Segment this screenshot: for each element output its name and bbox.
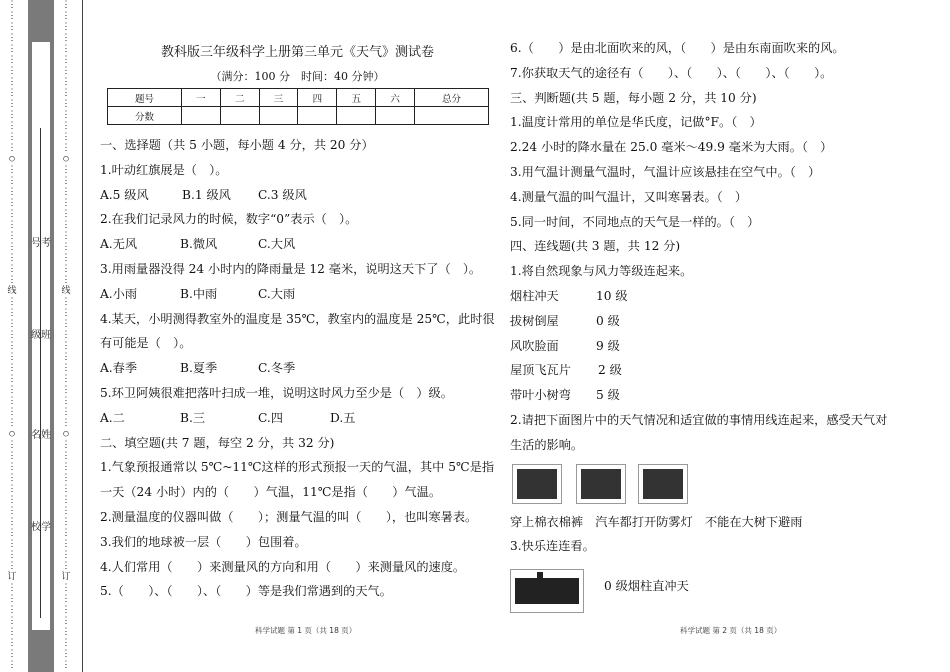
fill-4: 4.人们常用（ ）来测量风的方向和用（ ）来测量风的速度。 bbox=[100, 559, 466, 574]
fill-1-cont: 一天（24 小时）内的（ ）气温，11℃是指（ ）气温。 bbox=[100, 485, 442, 500]
score-cell bbox=[259, 107, 298, 125]
wind-level: 10 级 bbox=[596, 288, 628, 303]
score-cell bbox=[181, 107, 220, 125]
field-name: 名姓 bbox=[31, 430, 51, 441]
option: B.中雨 bbox=[180, 286, 218, 301]
score-header-cell: 六 bbox=[376, 89, 415, 107]
page-subtitle: （满分：100 分 时间：40 分钟） bbox=[210, 70, 385, 83]
phenomenon: 烟柱冲天 bbox=[510, 288, 559, 303]
judge-3: 3.用气温计测量气温时，气温计应该悬挂在空气中。（ ） bbox=[510, 164, 821, 179]
match-2: 2.请把下面图片中的天气情况和适宜做的事情用线连起来，感受天气对 bbox=[510, 412, 888, 427]
score-header-cell: 总分 bbox=[415, 89, 489, 107]
option: C.大雨 bbox=[258, 286, 296, 301]
option: C.大风 bbox=[258, 237, 296, 252]
score-cell bbox=[337, 107, 376, 125]
option: A.二 bbox=[100, 410, 125, 425]
phenomenon: 屋顶飞瓦片 bbox=[510, 363, 571, 378]
weather-image-cold bbox=[512, 464, 562, 504]
weather-pictures bbox=[510, 458, 925, 510]
option: B.三 bbox=[180, 410, 206, 425]
option: A.5 级风 bbox=[100, 187, 149, 202]
score-header-cell: 二 bbox=[220, 89, 259, 107]
match-3-item: 0 级烟柱直冲天 bbox=[604, 579, 689, 594]
margin-border bbox=[82, 0, 83, 672]
fill-7: 7.你获取天气的途径有（ ）、（ ）、（ ）、（ ）。 bbox=[510, 65, 833, 80]
question-1-options bbox=[100, 183, 495, 208]
option: C.冬季 bbox=[258, 361, 296, 376]
wind-level: 0 级 bbox=[596, 313, 620, 328]
page-title: 教科版三年级科学上册第三单元《天气》测试卷 bbox=[160, 45, 434, 60]
fill-3: 3.我们的地球被一层（ ）包围着。 bbox=[100, 534, 307, 549]
match-2-items: 穿上棉衣棉裤 汽车都打开防雾灯 不能在大树下避雨 bbox=[510, 514, 803, 529]
phenomenon: 带叶小树弯 bbox=[510, 388, 571, 403]
fill-2: 2.测量温度的仪器叫做（ ）；测量气温的叫（ ），也叫寒暑表。 bbox=[100, 509, 478, 524]
judge-2: 2.24 小时的降水量在 25.0 毫米～49.9 毫米为大雨。（ ） bbox=[510, 140, 833, 155]
score-label-cell: 分数 bbox=[108, 107, 182, 125]
fill-6: 6.（ ）是由北面吹来的风，（ ）是由东南面吹来的风。 bbox=[510, 41, 845, 55]
field-school: 校学 bbox=[31, 522, 51, 533]
score-cell bbox=[415, 107, 489, 125]
binding-margin bbox=[0, 0, 82, 672]
match-pair bbox=[510, 284, 925, 309]
question-3: 3.用雨量器没得 24 小时内的降雨量是 12 毫米，说明这天下了（ ）。 bbox=[100, 261, 482, 276]
cut-line-right: ⋮ ⋮ ⋮ ⋮ ⋮ ⋮ ⋮ ⋮ ⋮ ⋮ ⋮ ⋮ ⋮ ⋮ ○ ⋮ ⋮ ⋮ ⋮ ⋮ ⋮ ⋮ ⋮ ⋮ ⋮ ⋮ 线 ⋮ ⋮ ⋮ ⋮ ⋮ ⋮ ⋮ ⋮ ⋮ ⋮ ⋮ ⋮ ○ ⋮ ⋮ ⋮ ⋮ ⋮ ⋮ ⋮ ⋮ ⋮ ⋮ ⋮ ⋮ 订 ⋮ ⋮ ⋮ ⋮ ⋮ ⋮ ⋮ ⋮ bbox=[61, 0, 71, 670]
page-1-column bbox=[100, 36, 495, 604]
option: D.五 bbox=[330, 410, 356, 425]
question-1: 1.叶动红旗展是（ ）。 bbox=[100, 162, 228, 177]
question-5-options bbox=[100, 406, 495, 431]
score-header-cell: 一 bbox=[181, 89, 220, 107]
page-2-column bbox=[510, 36, 925, 619]
judge-1: 1.温度计常用的单位是华氏度，记做°F。（ ） bbox=[510, 115, 762, 130]
score-cell bbox=[220, 107, 259, 125]
wind-level: 5 级 bbox=[596, 388, 620, 403]
match-2-cont: 生活的影响。 bbox=[510, 437, 584, 452]
fill-5: 5.（ ）、（ ）、（ ）等是我们常遇到的天气。 bbox=[100, 584, 392, 599]
weather-image-thunder bbox=[638, 464, 688, 504]
chimney-smoke-image bbox=[510, 569, 584, 613]
section-2-title: 二、填空题(共 7 题，每空 2 分，共 32 分) bbox=[100, 435, 335, 450]
page-footer-2: 科学试题 第 2 页（共 18 页） bbox=[680, 626, 782, 635]
question-4-options bbox=[100, 356, 495, 381]
wind-level: 2 级 bbox=[598, 363, 622, 378]
score-cell bbox=[298, 107, 337, 125]
question-2-options bbox=[100, 232, 495, 257]
cut-line-left: ⋮ ⋮ ⋮ ⋮ ⋮ ⋮ ⋮ ⋮ ⋮ ⋮ ⋮ ⋮ ⋮ ⋮ ○ ⋮ ⋮ ⋮ ⋮ ⋮ ⋮ ⋮ ⋮ ⋮ ⋮ ⋮ 线 ⋮ ⋮ ⋮ ⋮ ⋮ ⋮ ⋮ ⋮ ⋮ ⋮ ⋮ ⋮ ○ ⋮ ⋮ ⋮ ⋮ ⋮ ⋮ ⋮ ⋮ ⋮ ⋮ ⋮ ⋮ 订 ⋮ ⋮ ⋮ ⋮ ⋮ ⋮ ⋮ ⋮ bbox=[7, 0, 17, 670]
match-3: 3.快乐连连看。 bbox=[510, 539, 595, 554]
option: A.无风 bbox=[100, 237, 138, 252]
section-4-title: 四、连线题(共 3 题，共 12 分) bbox=[510, 239, 681, 254]
match-pair bbox=[510, 334, 925, 359]
phenomenon: 拔树倒屋 bbox=[510, 313, 559, 328]
score-header-cell: 三 bbox=[259, 89, 298, 107]
question-2: 2.在我们记录风力的时候，数字“0”表示（ ）。 bbox=[100, 212, 358, 227]
score-table bbox=[107, 88, 489, 125]
judge-4: 4.测量气温的叫气温计，又叫寒暑表。（ ） bbox=[510, 189, 748, 204]
phenomenon: 风吹脸面 bbox=[510, 338, 559, 353]
score-header-cell: 五 bbox=[337, 89, 376, 107]
match-3-area bbox=[510, 559, 925, 619]
match-pair bbox=[510, 383, 925, 408]
match-1: 1.将自然现象与风力等级连起来。 bbox=[510, 264, 693, 279]
option: C.3 级风 bbox=[258, 187, 307, 202]
question-4: 4.某天，小明测得教室外的温度是 35℃，教室内的温度是 25℃，此时很 bbox=[100, 311, 495, 326]
score-cell bbox=[376, 107, 415, 125]
field-class: 级班 bbox=[31, 330, 51, 341]
fill-1: 1.气象预报通常以 5℃~11℃这样的形式预报一天的气温，其中 5℃是指 bbox=[100, 460, 495, 475]
option: B.1 级风 bbox=[182, 187, 231, 202]
binding-write-line bbox=[40, 128, 41, 618]
option: C.四 bbox=[258, 410, 283, 425]
option: B.夏季 bbox=[180, 361, 218, 376]
field-exam-number: 号考 bbox=[31, 238, 51, 249]
section-1-title: 一、选择题（共 5 小题，每小题 4 分，共 20 分） bbox=[100, 138, 374, 152]
score-header-cell: 题号 bbox=[108, 89, 182, 107]
match-pair bbox=[510, 309, 925, 334]
page-footer-1: 科学试题 第 1 页（共 18 页） bbox=[255, 626, 357, 635]
option: A.小雨 bbox=[100, 286, 138, 301]
question-3-options bbox=[100, 282, 495, 307]
option: A.春季 bbox=[100, 361, 138, 376]
weather-image-fog bbox=[576, 464, 626, 504]
option: B.微风 bbox=[180, 237, 218, 252]
judge-5: 5.同一时间，不同地点的天气是一样的。（ ） bbox=[510, 214, 760, 229]
section-3-title: 三、判断题(共 5 题，每小题 2 分，共 10 分) bbox=[510, 90, 757, 105]
score-header-cell: 四 bbox=[298, 89, 337, 107]
question-5: 5.环卫阿姨很难把落叶扫成一堆，说明这时风力至少是（ ）级。 bbox=[100, 385, 453, 400]
match-pair bbox=[510, 358, 925, 383]
question-4-cont: 有可能是（ ）。 bbox=[100, 336, 192, 351]
wind-level: 9 级 bbox=[596, 338, 620, 353]
